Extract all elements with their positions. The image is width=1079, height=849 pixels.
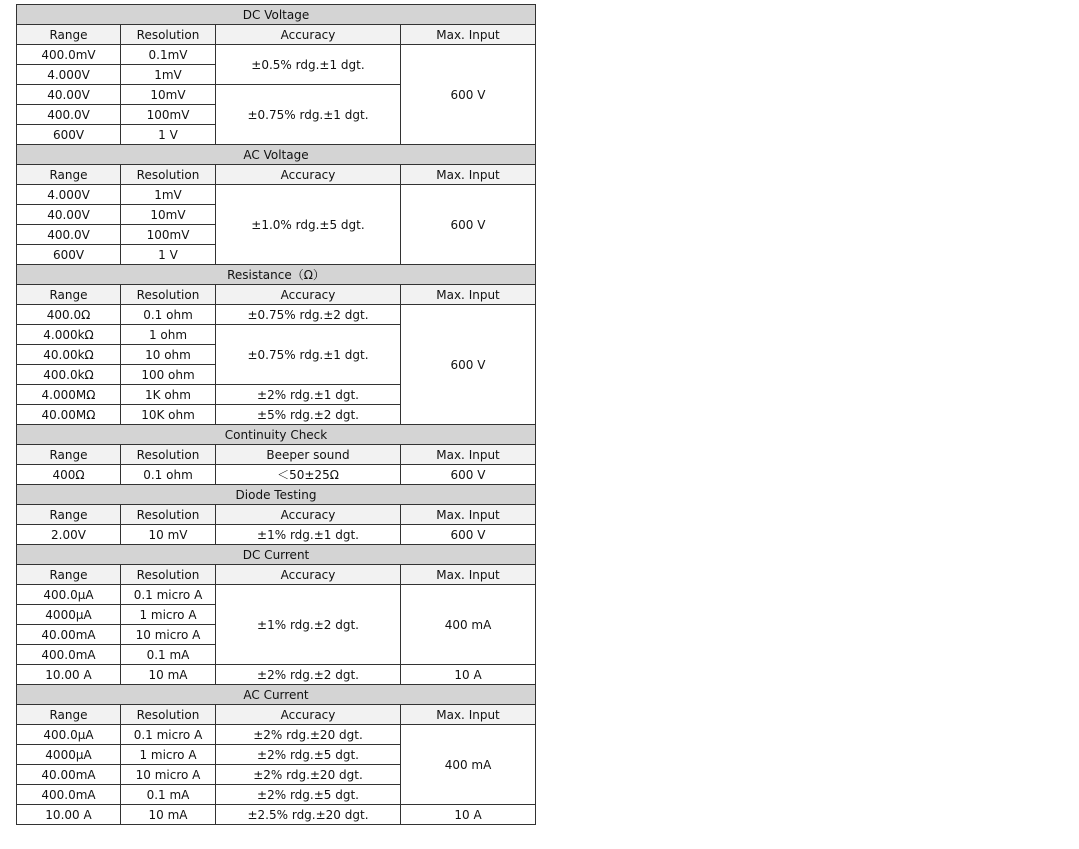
- column-header: Resolution: [121, 285, 216, 305]
- table-row: [17, 185, 536, 205]
- table-cell: 2.00V: [17, 525, 121, 545]
- table-cell: 10K ohm: [121, 405, 216, 425]
- table-cell: 10 A: [401, 665, 536, 685]
- section-title: AC Current: [17, 685, 536, 705]
- table-cell: 4.000MΩ: [17, 385, 121, 405]
- table-cell: ±2% rdg.±2 dgt.: [216, 665, 401, 685]
- table-cell: 40.00kΩ: [17, 345, 121, 365]
- column-header: Range: [17, 505, 121, 525]
- table-cell: 10 micro A: [121, 765, 216, 785]
- table-cell: 400.0μA: [17, 585, 121, 605]
- column-header: Accuracy: [216, 705, 401, 725]
- table-row: [17, 305, 536, 325]
- table-cell: 0.1 micro A: [121, 725, 216, 745]
- table-cell: 400.0V: [17, 105, 121, 125]
- table-cell: 4000μA: [17, 605, 121, 625]
- section-title: Resistance（Ω）: [17, 265, 536, 285]
- table-cell: ±1% rdg.±1 dgt.: [216, 525, 401, 545]
- table-cell: 40.00V: [17, 205, 121, 225]
- section-title: DC Current: [17, 545, 536, 565]
- table-cell: 600V: [17, 245, 121, 265]
- table-cell: 600 V: [401, 305, 536, 425]
- table-cell: 40.00mA: [17, 765, 121, 785]
- table-cell: 100 ohm: [121, 365, 216, 385]
- table-cell: 0.1 mA: [121, 645, 216, 665]
- column-header-row: [17, 285, 536, 305]
- table-cell: 4.000V: [17, 65, 121, 85]
- table-cell: ±2% rdg.±1 dgt.: [216, 385, 401, 405]
- table-cell: 10 mV: [121, 525, 216, 545]
- table-cell: 1mV: [121, 185, 216, 205]
- table-cell: 400 mA: [401, 585, 536, 665]
- table-cell: 100mV: [121, 105, 216, 125]
- table-cell: 10 mA: [121, 805, 216, 825]
- table-cell: 1 ohm: [121, 325, 216, 345]
- table-cell: 400.0V: [17, 225, 121, 245]
- column-header: Range: [17, 565, 121, 585]
- column-header: Resolution: [121, 25, 216, 45]
- multimeter-spec-table: [16, 4, 536, 825]
- column-header: Accuracy: [216, 505, 401, 525]
- section-header-row: [17, 545, 536, 565]
- table-cell: 0.1 mA: [121, 785, 216, 805]
- table-cell: 40.00V: [17, 85, 121, 105]
- table-cell: 100mV: [121, 225, 216, 245]
- column-header: Resolution: [121, 445, 216, 465]
- table-cell: ±0.75% rdg.±2 dgt.: [216, 305, 401, 325]
- column-header: Range: [17, 25, 121, 45]
- table-row: [17, 725, 536, 745]
- table-row: [17, 525, 536, 545]
- table-row: [17, 585, 536, 605]
- table-row: [17, 805, 536, 825]
- table-cell: 600 V: [401, 465, 536, 485]
- section-title: Continuity Check: [17, 425, 536, 445]
- table-cell: ±1% rdg.±2 dgt.: [216, 585, 401, 665]
- table-cell: 600V: [17, 125, 121, 145]
- section-header-row: [17, 685, 536, 705]
- table-cell: 10mV: [121, 205, 216, 225]
- column-header: Max. Input: [401, 25, 536, 45]
- column-header: Max. Input: [401, 165, 536, 185]
- table-row: [17, 45, 536, 65]
- table-cell: 1K ohm: [121, 385, 216, 405]
- table-cell: 40.00mA: [17, 625, 121, 645]
- column-header: Max. Input: [401, 505, 536, 525]
- table-cell: ±2% rdg.±5 dgt.: [216, 745, 401, 765]
- column-header: Resolution: [121, 705, 216, 725]
- column-header-row: [17, 25, 536, 45]
- table-cell: 400.0Ω: [17, 305, 121, 325]
- table-cell: 400.0kΩ: [17, 365, 121, 385]
- section-title: DC Voltage: [17, 5, 536, 25]
- column-header-row: [17, 505, 536, 525]
- table-cell: 400.0μA: [17, 725, 121, 745]
- section-header-row: [17, 485, 536, 505]
- section-header-row: [17, 5, 536, 25]
- table-cell: ±0.75% rdg.±1 dgt.: [216, 325, 401, 385]
- table-cell: 0.1 ohm: [121, 465, 216, 485]
- table-cell: 10.00 A: [17, 805, 121, 825]
- table-cell: ±2.5% rdg.±20 dgt.: [216, 805, 401, 825]
- table-cell: 10 mA: [121, 665, 216, 685]
- table-cell: 400.0mV: [17, 45, 121, 65]
- column-header: Accuracy: [216, 165, 401, 185]
- table-cell: 1mV: [121, 65, 216, 85]
- table-row: [17, 465, 536, 485]
- table-cell: 10 micro A: [121, 625, 216, 645]
- table-cell: 0.1 micro A: [121, 585, 216, 605]
- column-header: Resolution: [121, 505, 216, 525]
- column-header: Accuracy: [216, 285, 401, 305]
- column-header: Range: [17, 705, 121, 725]
- table-cell: 400Ω: [17, 465, 121, 485]
- table-cell: ±5% rdg.±2 dgt.: [216, 405, 401, 425]
- table-cell: ＜50±25Ω: [216, 465, 401, 485]
- table-cell: ±2% rdg.±5 dgt.: [216, 785, 401, 805]
- column-header-row: [17, 705, 536, 725]
- column-header: Max. Input: [401, 445, 536, 465]
- table-cell: 4.000kΩ: [17, 325, 121, 345]
- table-cell: 1 micro A: [121, 745, 216, 765]
- table-cell: 0.1 ohm: [121, 305, 216, 325]
- table-cell: ±2% rdg.±20 dgt.: [216, 765, 401, 785]
- table-cell: 40.00MΩ: [17, 405, 121, 425]
- table-cell: 400.0mA: [17, 645, 121, 665]
- table-cell: 400 mA: [401, 725, 536, 805]
- section-header-row: [17, 145, 536, 165]
- table-cell: 10.00 A: [17, 665, 121, 685]
- column-header: Beeper sound: [216, 445, 401, 465]
- column-header: Max. Input: [401, 285, 536, 305]
- table-row: [17, 665, 536, 685]
- table-cell: 1 micro A: [121, 605, 216, 625]
- column-header: Range: [17, 445, 121, 465]
- column-header: Range: [17, 285, 121, 305]
- table-cell: 400.0mA: [17, 785, 121, 805]
- table-cell: 600 V: [401, 45, 536, 145]
- table-cell: 600 V: [401, 185, 536, 265]
- table-cell: 10 A: [401, 805, 536, 825]
- table-cell: ±2% rdg.±20 dgt.: [216, 725, 401, 745]
- column-header: Max. Input: [401, 565, 536, 585]
- section-header-row: [17, 265, 536, 285]
- table-cell: ±1.0% rdg.±5 dgt.: [216, 185, 401, 265]
- column-header-row: [17, 165, 536, 185]
- column-header: Accuracy: [216, 565, 401, 585]
- column-header-row: [17, 445, 536, 465]
- spec-table-body: [17, 5, 536, 825]
- column-header: Resolution: [121, 165, 216, 185]
- section-title: AC Voltage: [17, 145, 536, 165]
- column-header: Max. Input: [401, 705, 536, 725]
- column-header: Accuracy: [216, 25, 401, 45]
- section-header-row: [17, 425, 536, 445]
- column-header: Range: [17, 165, 121, 185]
- column-header: Resolution: [121, 565, 216, 585]
- table-cell: 600 V: [401, 525, 536, 545]
- table-cell: 1 V: [121, 245, 216, 265]
- table-cell: 10mV: [121, 85, 216, 105]
- table-cell: 0.1mV: [121, 45, 216, 65]
- table-cell: ±0.5% rdg.±1 dgt.: [216, 45, 401, 85]
- table-cell: 4.000V: [17, 185, 121, 205]
- column-header-row: [17, 565, 536, 585]
- section-title: Diode Testing: [17, 485, 536, 505]
- table-cell: 1 V: [121, 125, 216, 145]
- table-cell: 4000μA: [17, 745, 121, 765]
- table-cell: 10 ohm: [121, 345, 216, 365]
- table-cell: ±0.75% rdg.±1 dgt.: [216, 85, 401, 145]
